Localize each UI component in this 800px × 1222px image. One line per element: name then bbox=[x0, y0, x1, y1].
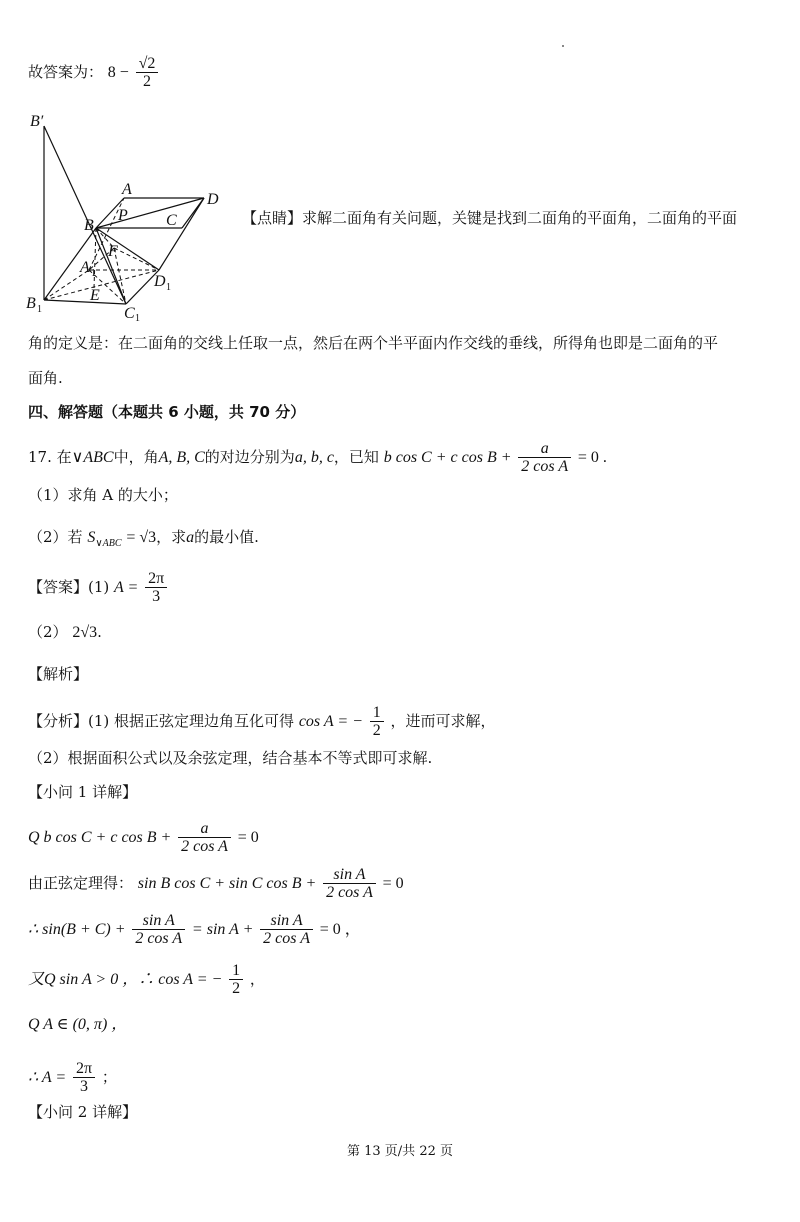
step-fraction bbox=[132, 912, 185, 948]
fraction-denominator: 2 cos A bbox=[323, 883, 376, 902]
fraction-numerator: a bbox=[540, 440, 549, 457]
fraction-numerator: 2π bbox=[75, 1060, 93, 1077]
label-d1: D bbox=[154, 273, 166, 290]
analysis-equation: cos A = − bbox=[298, 713, 363, 730]
answer-line-1 bbox=[28, 570, 169, 606]
step-fraction bbox=[260, 912, 313, 948]
fraction-denominator: 2 bbox=[370, 721, 384, 740]
analysis-text: 【分析】(1) 根据正弦定理边角互化可得 bbox=[28, 712, 295, 730]
answer-punct: . bbox=[97, 623, 102, 641]
label-c1: C bbox=[124, 305, 135, 322]
answer-label: （2） bbox=[28, 623, 68, 641]
label-a: A bbox=[122, 181, 132, 198]
answer-fraction bbox=[145, 570, 167, 606]
answer-expr: 8 − bbox=[107, 64, 129, 81]
tip-line-1: 【点睛】求解二面角有关问题，关键是找到二面角的平面角，二面角的平面 bbox=[242, 209, 738, 227]
page-footer: 第 13 页/共 22 页 bbox=[347, 1144, 453, 1159]
fraction-denominator: 2 cos A bbox=[178, 837, 231, 856]
label-b1: B bbox=[26, 295, 36, 312]
step-fraction bbox=[323, 866, 376, 902]
step-punct: ； bbox=[101, 1068, 117, 1086]
analysis-text: ，进而可求解， bbox=[390, 712, 496, 730]
section-title: 四、解答题（本题共 6 小题，共 70 分） bbox=[28, 403, 306, 421]
fraction-denominator: 3 bbox=[145, 587, 167, 606]
angle-vars: A, B, C bbox=[158, 449, 205, 466]
tip-line-3: 面角. bbox=[28, 369, 63, 387]
question-text: 的最小值. bbox=[194, 528, 259, 546]
problem-text: 中，角 bbox=[113, 448, 159, 466]
prism-diagram bbox=[24, 110, 234, 322]
fraction-numerator: a bbox=[200, 820, 209, 837]
fraction-denominator: 3 bbox=[73, 1077, 95, 1096]
analysis-fraction bbox=[370, 704, 384, 740]
label-d1-sub: 1 bbox=[166, 282, 171, 293]
triangle-symbol: ∨ABC bbox=[71, 449, 114, 466]
label-a1-sub: 1 bbox=[91, 268, 96, 279]
step-expr: ∴ sin(B + C) + bbox=[28, 921, 126, 938]
label-c: C bbox=[166, 212, 177, 229]
analysis-line-2: （2）根据面积公式以及余弦定理，结合基本不等式即可求解. bbox=[28, 749, 433, 767]
fraction-denominator: 2 bbox=[136, 72, 159, 91]
area-symbol: S bbox=[87, 529, 96, 546]
fraction-numerator: sin A bbox=[270, 912, 303, 929]
fraction-numerator: 2π bbox=[148, 570, 165, 587]
step-fraction bbox=[178, 820, 231, 856]
answer-line-2 bbox=[28, 622, 102, 643]
step-expr: sin B cos C + sin C cos B + bbox=[137, 875, 317, 892]
fraction-denominator: 2 cos A bbox=[132, 929, 185, 948]
detail-1-step-6 bbox=[28, 1060, 117, 1096]
detail-1-step-3 bbox=[28, 912, 361, 948]
step-expr: 又Q sin A > 0 ，∴ cos A = − bbox=[28, 971, 223, 988]
fraction-numerator: 1 bbox=[372, 704, 381, 721]
side-vars: a, b, c bbox=[294, 449, 334, 466]
problem-text: ，已知 bbox=[333, 448, 379, 466]
area-subscript: ∨ABC bbox=[95, 538, 122, 549]
answer-expr: A = bbox=[114, 579, 139, 596]
label-b1-sub: 1 bbox=[37, 304, 42, 315]
detail-1-step-5 bbox=[28, 1014, 127, 1035]
step-fraction bbox=[73, 1060, 95, 1096]
step-rhs: = 0 bbox=[237, 829, 259, 846]
fraction-numerator: sin A bbox=[142, 912, 175, 929]
question-2 bbox=[28, 527, 259, 554]
detail-1-step-1 bbox=[28, 820, 259, 856]
step-expr: = sin A + bbox=[191, 921, 254, 938]
detail-1-step-4 bbox=[28, 962, 265, 998]
fraction-numerator: sin A bbox=[333, 866, 366, 883]
answer-fraction bbox=[136, 55, 159, 91]
detail-2-label: 【小问 2 详解】 bbox=[28, 1103, 138, 1121]
problem-number: 17. 在 bbox=[28, 448, 72, 466]
problem-statement bbox=[28, 440, 607, 476]
detail-1-label: 【小问 1 详解】 bbox=[28, 783, 138, 801]
scan-speck bbox=[562, 45, 564, 47]
label-b-prime: B′ bbox=[30, 113, 44, 130]
step-fraction bbox=[229, 962, 243, 998]
answer-label: 【答案】(1) bbox=[28, 578, 110, 596]
given-equation: b cos C + c cos B + bbox=[383, 449, 512, 466]
step-text: 由正弦定理得： bbox=[28, 874, 134, 892]
tip-line-2: 角的定义是：在二面角的交线上任取一点，然后在两个半平面内作交线的垂线，所得角也即是二面角的平 bbox=[28, 334, 719, 352]
label-b: B bbox=[84, 217, 94, 234]
step-expr: Q A ∈ (0, π) ， bbox=[28, 1016, 128, 1033]
side-var: a bbox=[186, 529, 195, 546]
fraction-denominator: 2 cos A bbox=[260, 929, 313, 948]
problem-text: 的对边分别为 bbox=[204, 448, 295, 466]
area-value: = √3 bbox=[126, 529, 157, 546]
step-expr: ∴ A = bbox=[28, 1069, 67, 1086]
label-a1: A bbox=[80, 259, 90, 276]
equation-rhs: = 0 . bbox=[577, 449, 607, 466]
step-expr: Q b cos C + c cos B + bbox=[28, 829, 172, 846]
fraction-numerator: √2 bbox=[138, 55, 156, 72]
label-c1-sub: 1 bbox=[135, 313, 140, 322]
fraction-denominator: 2 bbox=[229, 979, 243, 998]
detail-1-step-2 bbox=[28, 866, 404, 902]
given-fraction bbox=[518, 440, 571, 476]
analysis-line-1 bbox=[28, 704, 496, 740]
question-text: ，求 bbox=[156, 528, 187, 546]
question-1: （1）求角 A 的大小； bbox=[28, 486, 178, 504]
label-e: E bbox=[90, 287, 100, 304]
analysis-label: 【解析】 bbox=[28, 665, 89, 683]
label-d: D bbox=[207, 191, 219, 208]
label-f: F bbox=[108, 243, 118, 260]
question-text: （2）若 bbox=[28, 528, 83, 546]
step-rhs: = 0 ， bbox=[319, 921, 361, 938]
step-punct: ， bbox=[249, 970, 265, 988]
answer-intro-line bbox=[28, 55, 160, 91]
answer-value: 2√3 bbox=[72, 624, 98, 641]
fraction-numerator: 1 bbox=[232, 962, 241, 979]
label-p: P bbox=[118, 207, 128, 224]
step-rhs: = 0 bbox=[382, 875, 404, 892]
geometry-figure bbox=[24, 110, 234, 322]
answer-intro-label: 故答案为： bbox=[28, 63, 104, 81]
fraction-denominator: 2 cos A bbox=[518, 457, 571, 476]
